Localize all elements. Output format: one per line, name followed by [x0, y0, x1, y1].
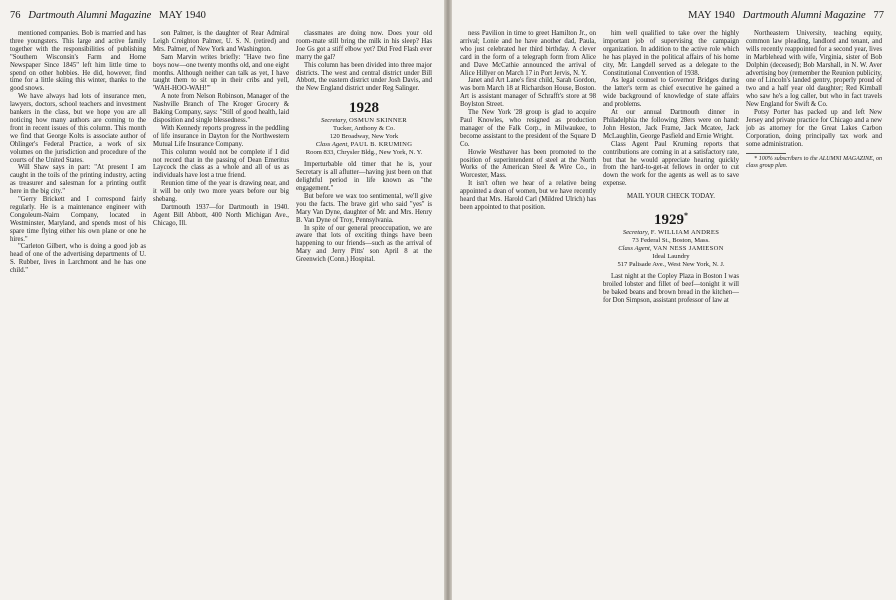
footnote: * 100% subscribers to the ALUMNI MAGAZINE, on class group plan.	[746, 155, 882, 169]
paragraph: Northeastern University, teaching equity, common law pleading, landlord and tenant, and wills recently reappointed for a second year, lives in Marblehead with wife, Virginia, sister of Bob Dolphin (deceased); Bob Marshall, in N. W. Aver advertising boy (remember the Reunion publicity, one of Lincoln's landed gentry, properly proud of two and a half year old daughter; Red Kimball who saw he's a log caller, but who in fact travels New England for Swift & Co.	[746, 30, 882, 109]
agent-label: Class Agent,	[618, 245, 652, 253]
paragraph: Sam Marvin writes briefly: "Have two fine boys now—one twenty months old, and one eight months. Although neither can talk as yet, I have taught them to sit up in their cribs and yell, 'WAH-HOO-WAH!'"	[153, 53, 289, 93]
agent-name: PAUL B. KRUMING	[350, 141, 413, 149]
right-running-header	[688, 10, 884, 21]
agent-name: VAN NESS JAMIESON	[653, 245, 724, 253]
paragraph: As legal counsel to Governor Bridges during the latter's term as chief executive he gained a wide background of knowledge of state affairs and problems.	[603, 77, 739, 109]
secretary-address: Tucker, Anthony & Co.	[333, 125, 395, 133]
subscriber-star: *	[684, 211, 688, 221]
paragraph: In spite of our general preoccupation, we are aware that lots of exciting things have been happening to our friends—such as the arrival of Mary and Jerry Pitts' son April 8 at the Greenwich (Conn.) Hospital.	[296, 224, 432, 264]
paragraph: Will Shaw says in part: "At present I am caught in the toils of the printing industry, acting as treasurer and salesman for a printing outfit here in the big city."	[10, 164, 146, 196]
paragraph: Class Agent Paul Kruming reports that contributions are coming in at a satisfactory rate, but that he would appreciate hearing quickly from the hard-to-get-at fellows in order to cut down the work for the agents as well as to save expense.	[603, 140, 739, 188]
left-magazine-title: Dartmouth Alumni Magazine	[28, 10, 152, 21]
agent-address: Room 833, Chrysler Bldg., New York, N. Y.	[305, 149, 423, 157]
page-gutter	[444, 0, 452, 600]
right-issue-date: MAY 1940	[688, 10, 735, 21]
paragraph: This column would not be complete if I did not record that in the passing of Dean Emeritus Laycock the class as a whole and all of us as individuals have lost a true friend.	[153, 148, 289, 180]
left-column-2	[153, 30, 289, 596]
paragraph: son Palmer, is the daughter of Rear Admiral Leigh Creighton Palmer, U. S. N. (retired) and Mrs. Palmer, of New York and Washington.	[153, 30, 289, 53]
secretary-label: Secretary,	[622, 229, 650, 237]
secretary-address: 73 Federal St., Boston, Mass.	[632, 237, 710, 245]
class-1928-heading	[296, 99, 432, 157]
left-running-header	[10, 10, 206, 21]
agent-city: 517 Palisade Ave., West New York, N. J.	[617, 261, 725, 269]
mail-check-line: MAIL YOUR CHECK TODAY.	[627, 193, 715, 201]
paragraph: "Carleton Gilbert, who is doing a good job as head of one of the advertising departments of U. S. Rubber, lives in Larchmont and he has one child."	[10, 243, 146, 275]
right-column-3	[746, 30, 882, 596]
right-column-2	[603, 30, 739, 596]
paragraph: Howie Westhaver has been promoted to the position of superintendent of steel at the North Works of the American Steel & Wire Co., in Worcester, Mass.	[460, 148, 596, 180]
paragraph: It isn't often we hear of a relative being appointed a dean of women, but we have recently heard that Mrs. Harold Carl (Mildred Ulrich) has been appointed to that position.	[460, 180, 596, 211]
secretary-name: F. WILLIAM ANDRES	[650, 229, 720, 237]
class-year: 1928	[349, 100, 379, 117]
left-page	[0, 0, 444, 600]
left-page-number: 76	[10, 10, 21, 21]
paragraph: But before we wax too sentimental, we'll give you the facts. The brave girl who said "yes" is Mary Van Dyne, daughter of Mr. and Mrs. Henry B. Van Dyne of Troy, Pennsylvania.	[296, 192, 432, 224]
left-issue-date: MAY 1940	[159, 10, 206, 21]
left-column-1	[10, 30, 146, 596]
paragraph: With Kennedy reports progress in the peddling of life insurance in Dayton for the Northwestern Mutual Life Insurance Company.	[153, 124, 289, 148]
paragraph: A note from Nelson Robinson, Manager of the Nashville Branch of The Kroger Grocery & Baking Company, says: "Still of good health, laid disposition and single blessedness."	[153, 93, 289, 124]
paragraph: Last night at the Copley Plaza in Boston I was broiled lobster and fillet of beef—tonight it will be baked beans and brown bread in the kitchen—for Don Simpson, assistant professor of law at	[603, 273, 739, 304]
right-page	[452, 0, 896, 600]
paragraph: Reunion time of the year is drawing near, and it will be only two more years before our big shebang.	[153, 180, 289, 204]
secretary-name: OSMUN SKINNER	[349, 117, 407, 125]
right-column-1	[460, 30, 596, 596]
agent-label: Class Agent,	[315, 141, 349, 149]
paragraph: Dartmouth 1937—for Dartmouth in 1940. Agent Bill Abbott, 400 North Michigan Ave., Chicago, Ill.	[153, 203, 289, 227]
right-magazine-title: Dartmouth Alumni Magazine	[742, 10, 866, 21]
paragraph: This column has been divided into three major districts. The west and central district under Bill Abbott, the eastern district under Josh Davis, and the New England district under Reg Salinger.	[296, 61, 432, 93]
agent-address: Ideal Laundry	[652, 253, 690, 261]
class-year: 1929*	[654, 211, 688, 229]
footnote-rule	[746, 153, 786, 154]
secretary-label: Secretary,	[321, 117, 348, 125]
paragraph: Janet and Art Lane's first child, Sarah Gordon, was born March 18 at Richardson House, Boston. Art is assistant manager of Schrafft's store at 98 Boylston Street.	[460, 77, 596, 109]
paragraph: ness Pavilion in time to greet Hamilton Jr., on arrival; Lonie and he have another dad, Paula, who just celebrated her third birthday. A clever card in the form of a telegraph form from Alice and Dave McCathie announced the arrival of Alice Hillyer on March 17 in Port Jervis, N. Y.	[460, 30, 596, 77]
paragraph: him well qualified to take over the highly important job of supervising the campaign organization. In addition to the active role which he has played in the political affairs of his home city, Mr. Langdell served as a delegate to the Constitutional Convention of 1938.	[603, 30, 739, 77]
paragraph: We have always had lots of insurance men, lawyers, doctors, school teachers and investment bankers in the class, but we hope you are all noticing how many authors are coming to the front in recent issues of this column. This month we find that George Kolts is associate author of Ohlinger's Federal Practice, a work of six volumes on the jurisdiction and procedure of the courts of the United States.	[10, 93, 146, 164]
class-1929-heading	[603, 207, 739, 269]
paragraph: At our annual Dartmouth dinner in Philadelphia the following 28ers were on hand: John Heston, Jack Frame, Jack Mcatee, Jack McLaughlin, George Pasfield and Ernie Wright.	[603, 109, 739, 140]
paragraph: classmates are doing now. Does your old room-mate still bring the milk in his sleep? Has Joe Gs got a stiff elbow yet? Did Fred Flash ever marry the gal?	[296, 30, 432, 61]
left-column-3	[296, 30, 432, 596]
secretary-city: 120 Broadway, New York	[329, 133, 399, 141]
right-page-number: 77	[873, 10, 884, 21]
paragraph: mentioned companies. Bob is married and has three youngsters. This large and active family together with the responsibilities of publishing "Southern Wisconsin's Farm and Home Newspaper Since 1845" left him little time to spend on other hobbies. He did, however, find time for a little skiing this winter, thanks to the good snows.	[10, 30, 146, 93]
paragraph: "Gerry Brickett and I correspond fairly regularly. He is a maintenance engineer with Congoleum-Nairn Company, located in Westminster, Maryland, and spends most of his spare time flying either his own plane or one he hires."	[10, 196, 146, 243]
paragraph: The New York '28 group is glad to acquire Paul Knowles, who resigned as production manager of the Falk Corp., in Milwaukee, to become assistant to the president of the Square D Co.	[460, 109, 596, 148]
paragraph: Imperturbable old timer that he is, your Secretary is all aflutter—having just been on that delightful period in life known as "the engagement."	[296, 161, 432, 192]
paragraph: Potsy Porter has packed up and left New Jersey and private practice for Chicago and a new job as attorney for the Great Lakes Carbon Corporation, doing principally tax work and some administration.	[746, 109, 882, 148]
